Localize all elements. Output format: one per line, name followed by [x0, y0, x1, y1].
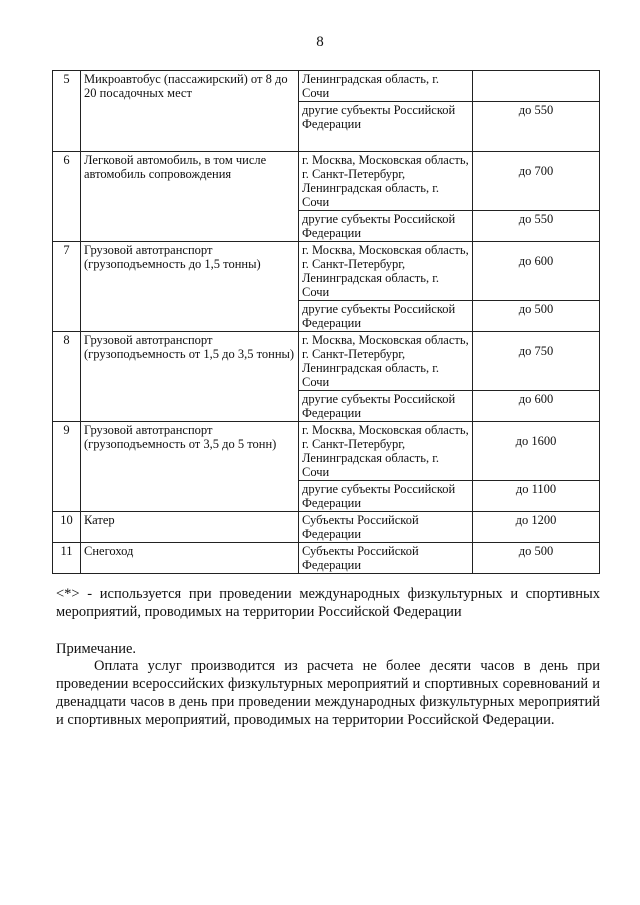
- price-cell: [473, 71, 600, 102]
- row-number: 7: [53, 242, 81, 332]
- table-row: [53, 71, 600, 102]
- region-cell: г. Москва, Московская область, г. Санкт-Петербург, Ленинградская область, г. Сочи: [299, 152, 473, 211]
- row-number: 9: [53, 422, 81, 512]
- row-number: 11: [53, 543, 81, 574]
- row-number: 6: [53, 152, 81, 242]
- price-cell: до 500: [473, 301, 600, 332]
- price-cell: до 600: [473, 391, 600, 422]
- region-cell: г. Москва, Московская область, г. Санкт-Петербург, Ленинградская область, г. Сочи: [299, 242, 473, 301]
- note-text: Оплата услуг производится из расчета не более десяти часов в день при проведении всероссийских физкультурных мероприятий и спортивных соревнований и двенадцати часов в день при проведении международных физкультурных мероприятий и спортивных мероприятий, проводимых на территории Российской Федерации.: [56, 658, 600, 728]
- price-cell: до 750: [473, 332, 600, 391]
- page-number: 8: [316, 34, 324, 50]
- region-cell: Субъекты Российской Федерации: [299, 543, 473, 574]
- price-cell: до 500: [473, 543, 600, 574]
- vehicle-type: Грузовой автотранспорт (грузоподъемность от 1,5 до 3,5 тонны): [81, 332, 299, 422]
- table-row: [53, 332, 600, 391]
- table-row: [53, 512, 600, 543]
- region-cell: другие субъекты Российской Федерации: [299, 481, 473, 512]
- row-number: 10: [53, 512, 81, 543]
- region-cell: другие субъекты Российской Федерации: [299, 102, 473, 152]
- price-cell: до 550: [473, 102, 600, 152]
- price-cell: до 550: [473, 211, 600, 242]
- row-number: 5: [53, 71, 81, 152]
- region-cell: другие субъекты Российской Федерации: [299, 391, 473, 422]
- region-cell: г. Москва, Московская область, г. Санкт-Петербург, Ленинградская область, г. Сочи: [299, 332, 473, 391]
- vehicle-type: Грузовой автотранспорт (грузоподъемность от 3,5 до 5 тонн): [81, 422, 299, 512]
- price-cell: до 700: [473, 152, 600, 211]
- region-cell: другие субъекты Российской Федерации: [299, 301, 473, 332]
- vehicle-type: Легковой автомобиль, в том числе автомобиль сопровождения: [81, 152, 299, 242]
- region-cell: другие субъекты Российской Федерации: [299, 211, 473, 242]
- table-row: [53, 422, 600, 481]
- vehicle-type: Микроавтобус (пассажирский) от 8 до 20 посадочных мест: [81, 71, 299, 152]
- rates-table: [52, 70, 600, 574]
- vehicle-type: Катер: [81, 512, 299, 543]
- price-cell: до 600: [473, 242, 600, 301]
- footnote: <*> - используется при проведении международных физкультурных и спортивных мероприятий, проводимых на территории Российской Федерации: [56, 586, 600, 620]
- price-cell: до 1100: [473, 481, 600, 512]
- row-number: 8: [53, 332, 81, 422]
- price-cell: до 1600: [473, 422, 600, 481]
- region-cell: г. Москва, Московская область, г. Санкт-Петербург, Ленинградская область, г. Сочи: [299, 422, 473, 481]
- note-title: Примечание.: [56, 641, 137, 657]
- price-cell: до 1200: [473, 512, 600, 543]
- region-cell: Ленинградская область, г. Сочи: [299, 71, 473, 102]
- table-row: [53, 543, 600, 574]
- vehicle-type: Снегоход: [81, 543, 299, 574]
- vehicle-type: Грузовой автотранспорт (грузоподъемность до 1,5 тонны): [81, 242, 299, 332]
- table-row: [53, 152, 600, 211]
- region-cell: Субъекты Российской Федерации: [299, 512, 473, 543]
- table-row: [53, 242, 600, 301]
